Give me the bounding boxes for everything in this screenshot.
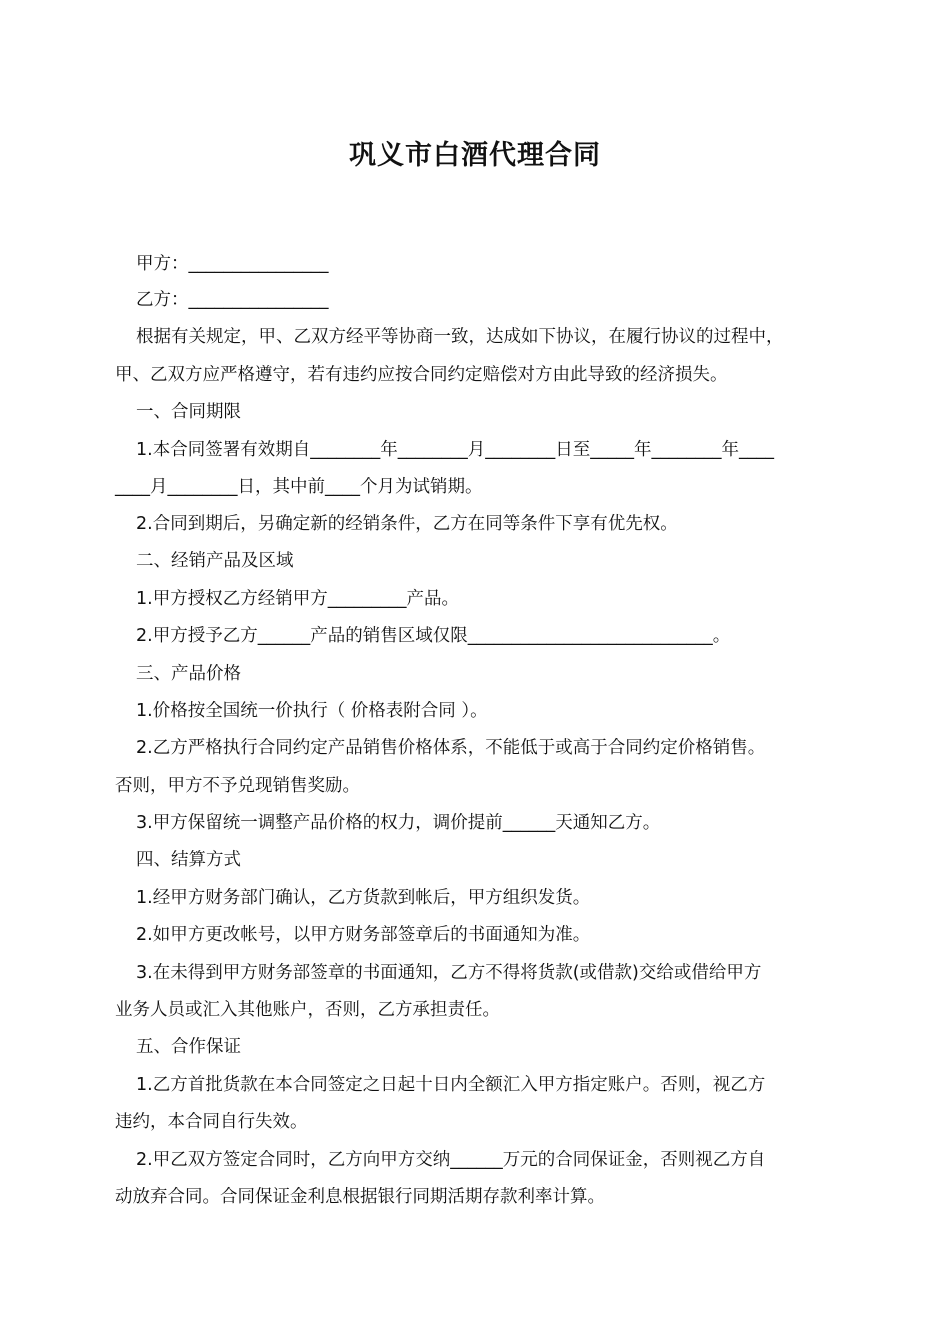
section-1-item-1-line-2: ____月________日，其中前____个月为试销期。 [115, 477, 483, 497]
section-5-heading: 五、合作保证 [136, 1037, 241, 1057]
section-2-item-1: 1.甲方授权乙方经销甲方_________产品。 [136, 589, 459, 609]
document-title: 巩义市白酒代理合同 [349, 140, 601, 171]
section-4-heading: 四、结算方式 [136, 850, 241, 870]
section-5-item-2-line-1: 2.甲乙双方签定合同时，乙方向甲方交纳______万元的合同保证金，否则视乙方自 [136, 1150, 766, 1170]
section-3-heading: 三、产品价格 [136, 664, 241, 684]
intro-paragraph-line-1: 根据有关规定，甲、乙双方经平等协商一致，达成如下协议，在履行协议的过程中， [136, 327, 784, 347]
intro-paragraph-line-2: 甲、乙双方应严格遵守，若有违约应按合同约定赔偿对方由此导致的经济损失。 [115, 365, 728, 385]
section-4-item-3-line-1: 3.在未得到甲方财务部签章的书面通知，乙方不得将货款(或借款)交给或借给甲方 [136, 963, 762, 983]
section-3-item-1: 1.价格按全国统一价执行（ 价格表附合同 ）。 [136, 701, 488, 721]
section-3-item-2-line-1: 2.乙方严格执行合同约定产品销售价格体系，不能低于或高于合同约定价格销售。 [136, 738, 766, 758]
party-a-line: 甲方：________________ [136, 254, 329, 274]
section-1-item-1-line-1: 1.本合同签署有效期自________年________月________日至_____年________年____ [136, 440, 774, 460]
party-b-line: 乙方：________________ [136, 290, 329, 310]
section-4-item-2: 2.如甲方更改帐号，以甲方财务部签章后的书面通知为准。 [136, 925, 591, 945]
section-5-item-1-line-2: 违约，本合同自行失效。 [115, 1112, 308, 1132]
section-2-heading: 二、经销产品及区域 [136, 551, 294, 571]
section-5-item-2-line-2: 动放弃合同。合同保证金利息根据银行同期活期存款利率计算。 [115, 1187, 605, 1207]
section-4-item-3-line-2: 业务人员或汇入其他账户，否则，乙方承担责任。 [115, 1000, 500, 1020]
section-1-item-2: 2.合同到期后，另确定新的经销条件，乙方在同等条件下享有优先权。 [136, 514, 678, 534]
section-3-item-2-line-2: 否则，甲方不予兑现销售奖励。 [115, 776, 360, 796]
section-1-heading: 一、合同期限 [136, 402, 241, 422]
section-5-item-1-line-1: 1.乙方首批货款在本合同签定之日起十日内全额汇入甲方指定账户。否则，视乙方 [136, 1075, 766, 1095]
section-2-item-2: 2.甲方授予乙方______产品的销售区域仅限____________________________。 [136, 626, 731, 646]
section-4-item-1: 1.经甲方财务部门确认，乙方货款到帐后，甲方组织发货。 [136, 888, 591, 908]
section-3-item-3: 3.甲方保留统一调整产品价格的权力，调价提前______天通知乙方。 [136, 813, 661, 833]
